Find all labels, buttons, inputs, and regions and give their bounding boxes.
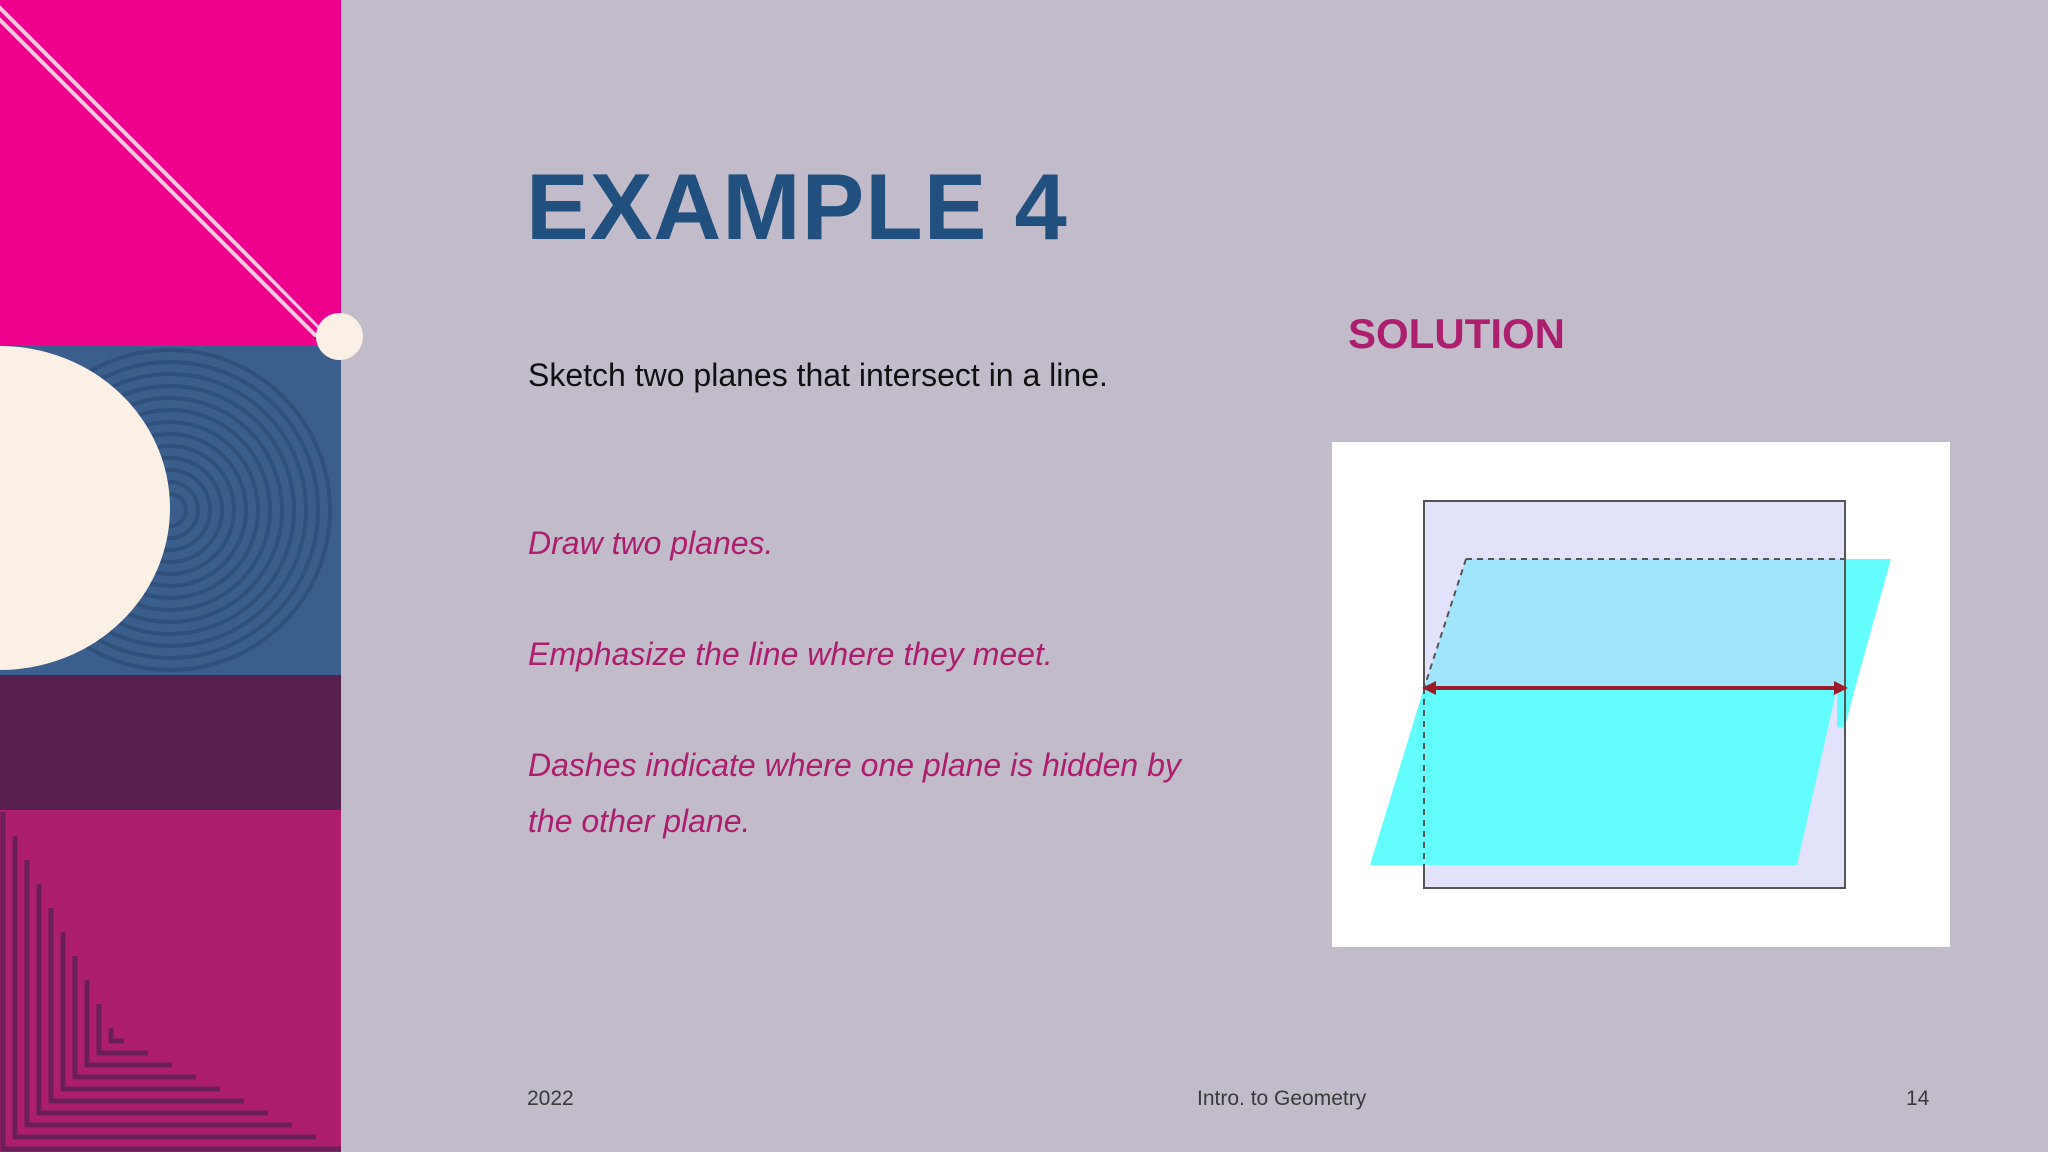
footer-course: Intro. to Geometry: [1197, 1087, 1367, 1110]
planes-diagram: [1332, 442, 1950, 947]
slide-title: EXAMPLE 4: [526, 154, 1068, 259]
solution-heading: SOLUTION: [1348, 310, 1565, 357]
horizontal-plane-front: [1370, 688, 1837, 865]
footer-page-number: 14: [1906, 1087, 1930, 1110]
footer-year: 2022: [527, 1087, 574, 1110]
step-2: Emphasize the line where they meet.: [528, 636, 1053, 672]
purple-band: [0, 675, 341, 810]
horizontal-plane-back: [1424, 559, 1845, 688]
decorative-side-panel: [0, 0, 341, 1152]
step-3: Dashes indicate where one plane is hidden by the other plane.: [528, 747, 1181, 839]
cream-dot: [316, 313, 363, 360]
horizontal-plane-right: [1845, 559, 1891, 688]
intersecting-planes-figure: [1332, 442, 1950, 947]
step-1: Draw two planes.: [528, 525, 774, 561]
example-prompt: Sketch two planes that intersect in a line.: [528, 357, 1108, 393]
